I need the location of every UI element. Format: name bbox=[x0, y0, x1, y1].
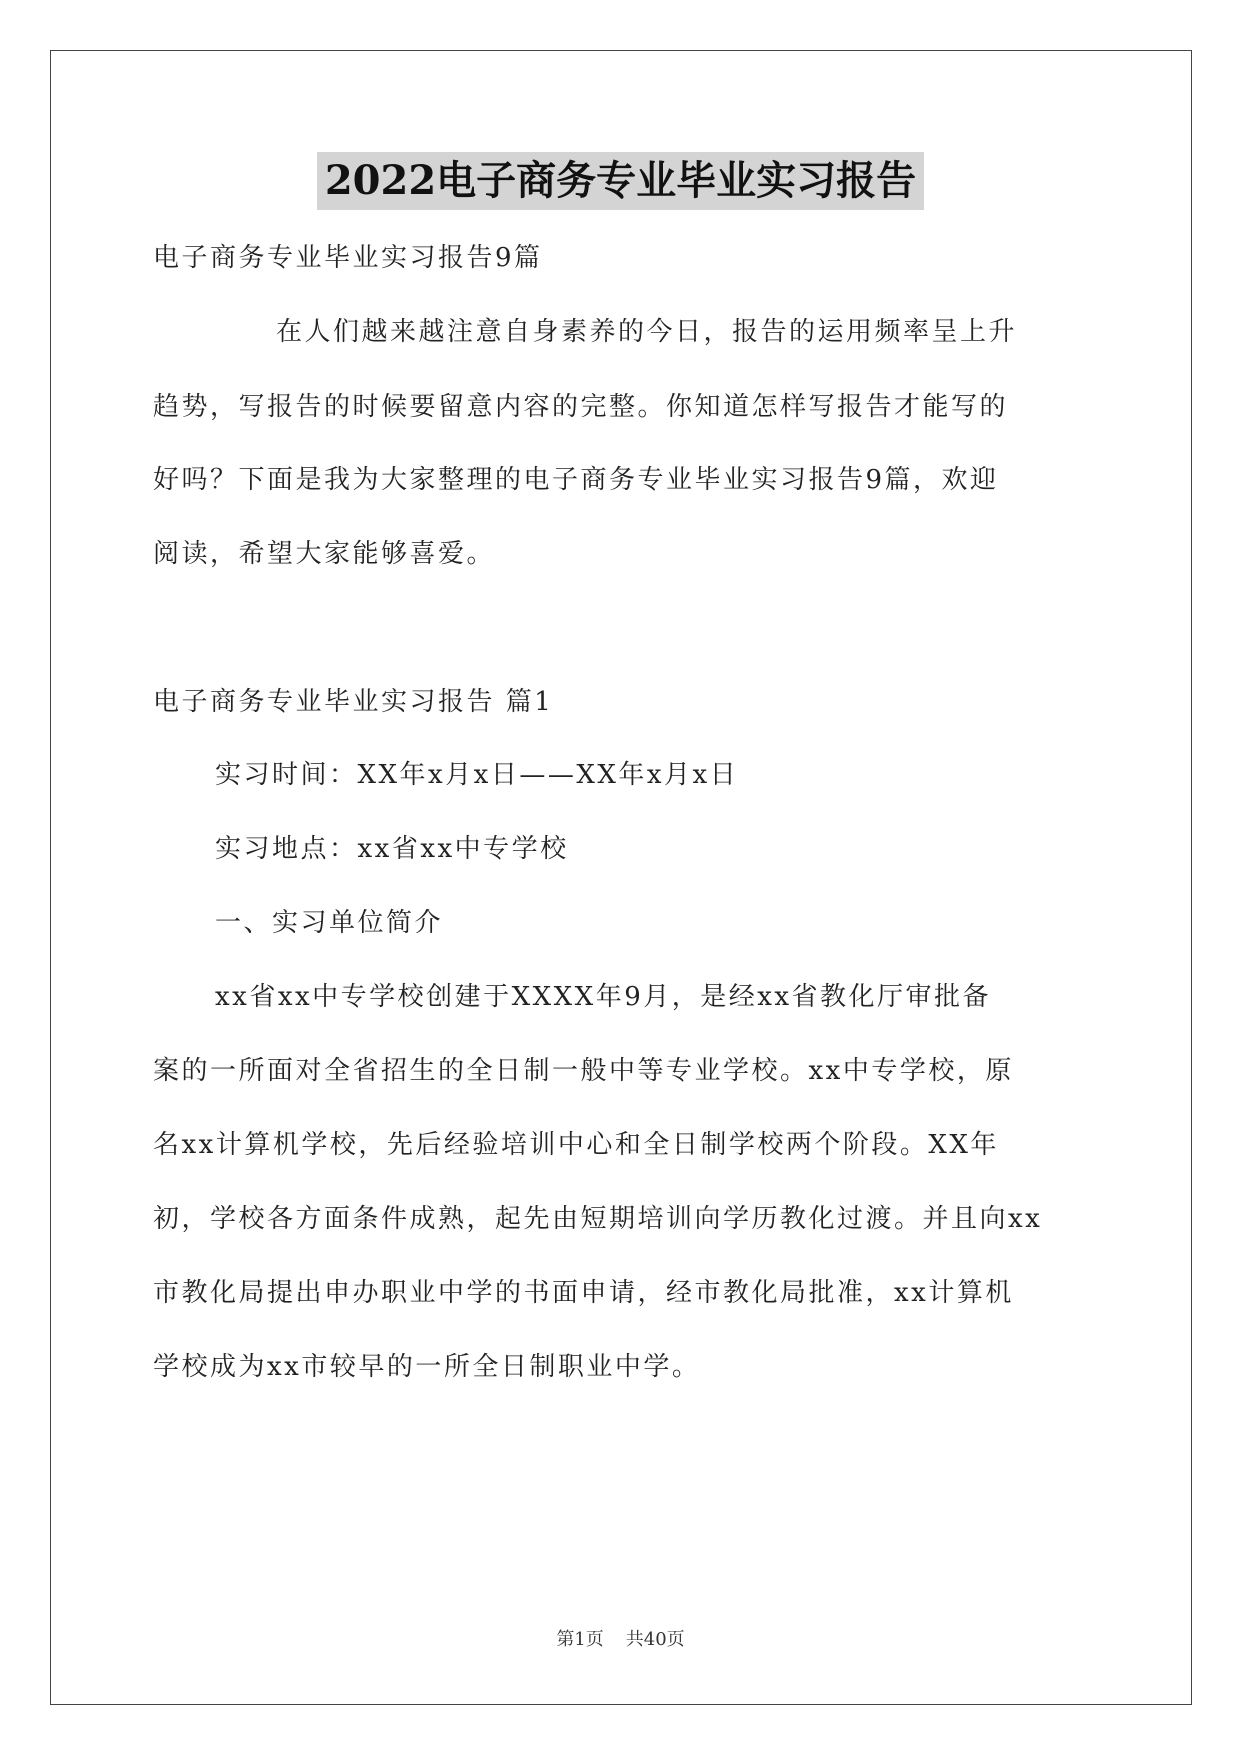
body-line: 名xx计算机学校，先后经验培训中心和全日制学校两个阶段。XX年 bbox=[153, 1130, 999, 1160]
intro-line: 趋势，写报告的时候要留意内容的完整。你知道怎样写报告才能写的 bbox=[153, 392, 1009, 422]
intro-line: 在人们越来越注意自身素养的今日，报告的运用频率呈上升 bbox=[276, 317, 1018, 347]
intro-line: 阅读，希望大家能够喜爱。 bbox=[153, 539, 496, 569]
document-title-wrapper bbox=[0, 152, 1241, 210]
body-line: 案的一所面对全省招生的全日制一般中等专业学校。xx中专学校，原 bbox=[153, 1056, 1014, 1086]
page-border bbox=[50, 50, 1192, 1705]
intern-time: 实习时间：XX年x月x日——XX年x月x日 bbox=[215, 760, 739, 790]
body-line: 市教化局提出申办职业中学的书面申请，经市教化局批准，xx计算机 bbox=[153, 1278, 1014, 1308]
page-footer bbox=[0, 1625, 1241, 1651]
page-total: 共40页 bbox=[625, 1629, 685, 1650]
body-line: 初，学校各方面条件成熟，起先由短期培训向学历教化过渡。并且向xx bbox=[153, 1204, 1043, 1234]
document-subtitle: 电子商务专业毕业实习报告9篇 bbox=[153, 243, 543, 273]
section-heading: 电子商务专业毕业实习报告 篇1 bbox=[153, 687, 554, 717]
page-number: 第1页 bbox=[556, 1629, 604, 1650]
document-title: 2022电子商务专业毕业实习报告 bbox=[317, 152, 924, 210]
body-line: 学校成为xx市较早的一所全日制职业中学。 bbox=[153, 1352, 701, 1382]
part-one-heading: 一、实习单位简介 bbox=[215, 908, 444, 938]
intro-line: 好吗？下面是我为大家整理的电子商务专业毕业实习报告9篇，欢迎 bbox=[153, 465, 999, 495]
intern-place: 实习地点：xx省xx中专学校 bbox=[215, 834, 569, 864]
body-line: xx省xx中专学校创建于XXXX年9月，是经xx省教化厅审批备 bbox=[215, 982, 992, 1012]
